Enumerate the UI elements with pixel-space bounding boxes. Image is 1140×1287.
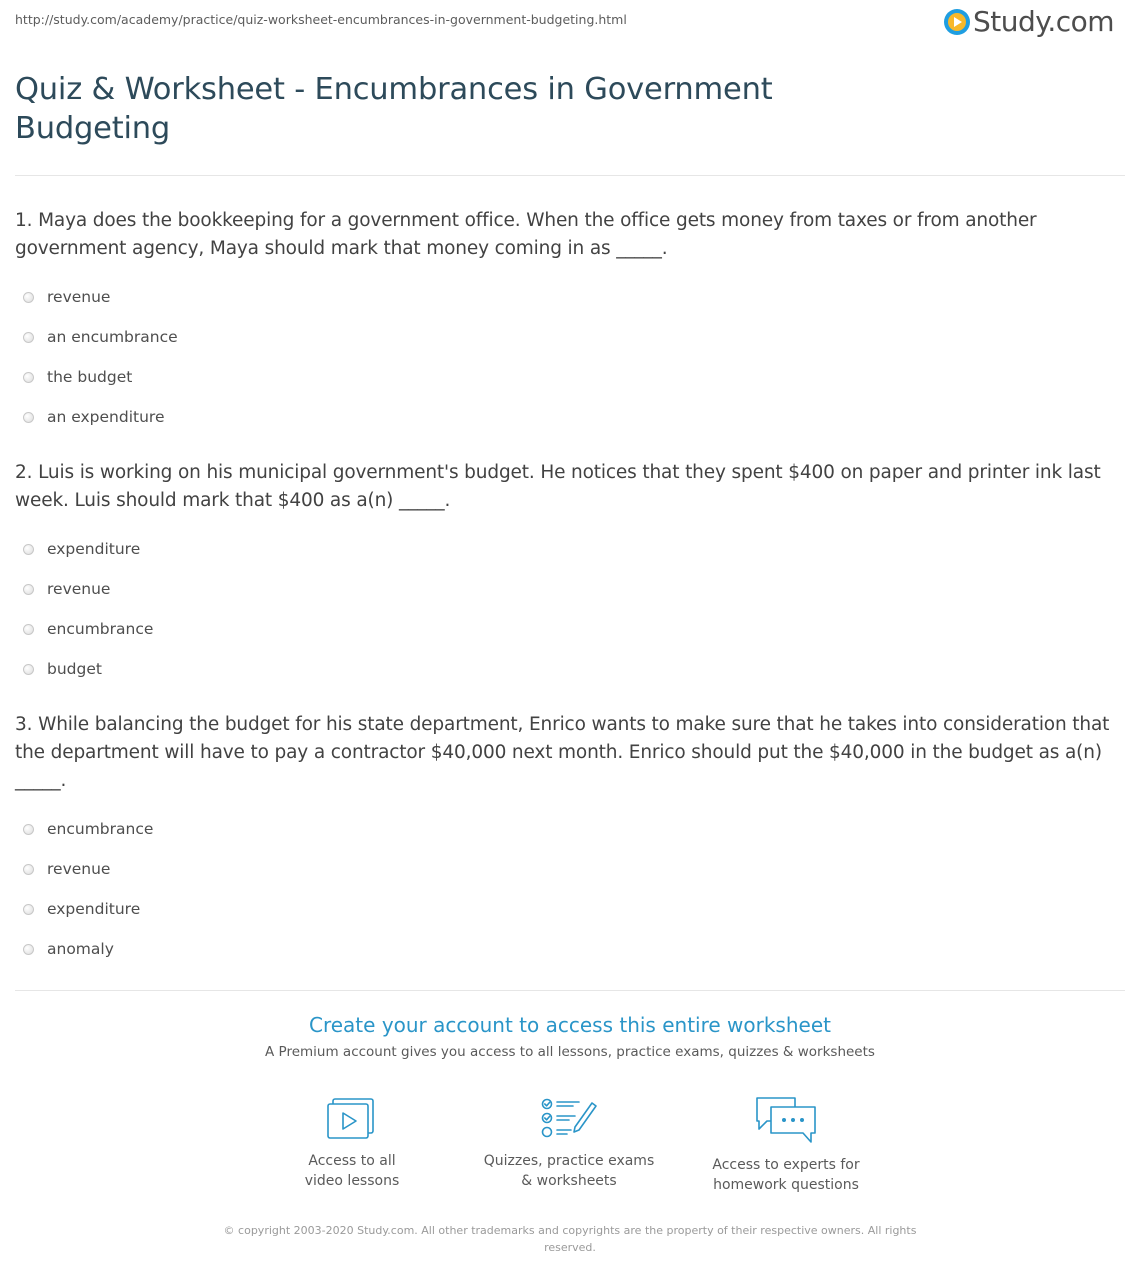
option-label: anomaly <box>47 940 114 958</box>
radio-button-icon[interactable] <box>23 292 34 303</box>
question-text: 2. Luis is working on his municipal government's budget. He notices that they spent $400 on paper and printer ink last week. Luis should mark that $400 as a(n) _____. <box>15 462 1101 511</box>
answer-option[interactable] <box>15 929 1125 969</box>
feature-label <box>681 1155 891 1195</box>
option-label: budget <box>47 660 102 678</box>
answer-option[interactable] <box>15 357 1125 397</box>
study-play-logo-icon <box>944 9 970 35</box>
feature-quizzes <box>464 1095 674 1191</box>
radio-button-icon[interactable] <box>23 904 34 915</box>
study-logo[interactable] <box>944 5 1115 38</box>
radio-button-icon[interactable] <box>23 372 34 383</box>
answer-options <box>15 529 1125 689</box>
option-label: an encumbrance <box>47 328 178 346</box>
feature-label-line: Access to experts for <box>712 1157 860 1173</box>
radio-button-icon[interactable] <box>23 944 34 955</box>
answer-option[interactable] <box>15 317 1125 357</box>
answer-option[interactable] <box>15 849 1125 889</box>
radio-button-icon[interactable] <box>23 864 34 875</box>
option-label: the budget <box>47 368 133 386</box>
answer-option[interactable] <box>15 889 1125 929</box>
feature-label <box>464 1151 674 1191</box>
feature-experts <box>681 1095 891 1195</box>
option-label: expenditure <box>47 900 141 918</box>
option-label: an expenditure <box>47 408 165 426</box>
answer-option[interactable] <box>15 809 1125 849</box>
feature-label-line: homework questions <box>713 1177 859 1193</box>
footer-copyright: © copyright 2003-2020 Study.com. All other trademarks and copyrights are the property of their respective owners. All rights reserved. <box>223 1224 917 1254</box>
feature-label-line: & worksheets <box>521 1173 617 1189</box>
page-title: Quiz & Worksheet - Encumbrances in Government Budgeting <box>15 72 773 146</box>
option-label: expenditure <box>47 540 141 558</box>
option-label: revenue <box>47 860 111 878</box>
quiz-checklist-icon <box>539 1095 599 1141</box>
feature-label-line: Access to all <box>308 1153 396 1169</box>
title-divider <box>15 175 1125 176</box>
cta-divider <box>15 990 1125 991</box>
option-label: encumbrance <box>47 820 154 838</box>
answer-option[interactable] <box>15 529 1125 569</box>
answer-options <box>15 277 1125 437</box>
radio-button-icon[interactable] <box>23 544 34 555</box>
question-text: 1. Maya does the bookkeeping for a government office. When the office gets money from taxes or from another government agency, Maya should mark that money coming in as _____. <box>15 210 1037 259</box>
answer-option[interactable] <box>15 649 1125 689</box>
page-url: http://study.com/academy/practice/quiz-worksheet-encumbrances-in-government-budgeting.html <box>15 12 627 27</box>
option-label: revenue <box>47 580 111 598</box>
radio-button-icon[interactable] <box>23 412 34 423</box>
radio-button-icon[interactable] <box>23 824 34 835</box>
question-3 <box>15 711 1125 969</box>
answer-option[interactable] <box>15 609 1125 649</box>
option-label: encumbrance <box>47 620 154 638</box>
logo-text: Study.com <box>973 5 1115 38</box>
feature-label <box>247 1151 457 1191</box>
cta-subtitle: A Premium account gives you access to all lessons, practice exams, quizzes & worksheets <box>265 1044 875 1060</box>
video-lessons-icon <box>325 1095 379 1141</box>
create-account-link[interactable]: Create your account to access this entire worksheet <box>309 1013 831 1037</box>
question-1 <box>15 207 1125 437</box>
radio-button-icon[interactable] <box>23 624 34 635</box>
option-label: revenue <box>47 288 111 306</box>
radio-button-icon[interactable] <box>23 664 34 675</box>
question-text: 3. While balancing the budget for his state department, Enrico wants to make sure that he takes into consideration that the department will have to pay a contractor $40,000 next month. Enrico should put the $40,000 in the budget as a(n) _____. <box>15 714 1110 791</box>
question-2 <box>15 459 1125 689</box>
radio-button-icon[interactable] <box>23 584 34 595</box>
answer-options <box>15 809 1125 969</box>
feature-label-line: Quizzes, practice exams <box>483 1153 655 1169</box>
answer-option[interactable] <box>15 569 1125 609</box>
feature-video-lessons <box>247 1095 457 1191</box>
radio-button-icon[interactable] <box>23 332 34 343</box>
answer-option[interactable] <box>15 277 1125 317</box>
chat-bubbles-icon <box>753 1095 819 1145</box>
feature-label-line: video lessons <box>304 1173 400 1189</box>
answer-option[interactable] <box>15 397 1125 437</box>
